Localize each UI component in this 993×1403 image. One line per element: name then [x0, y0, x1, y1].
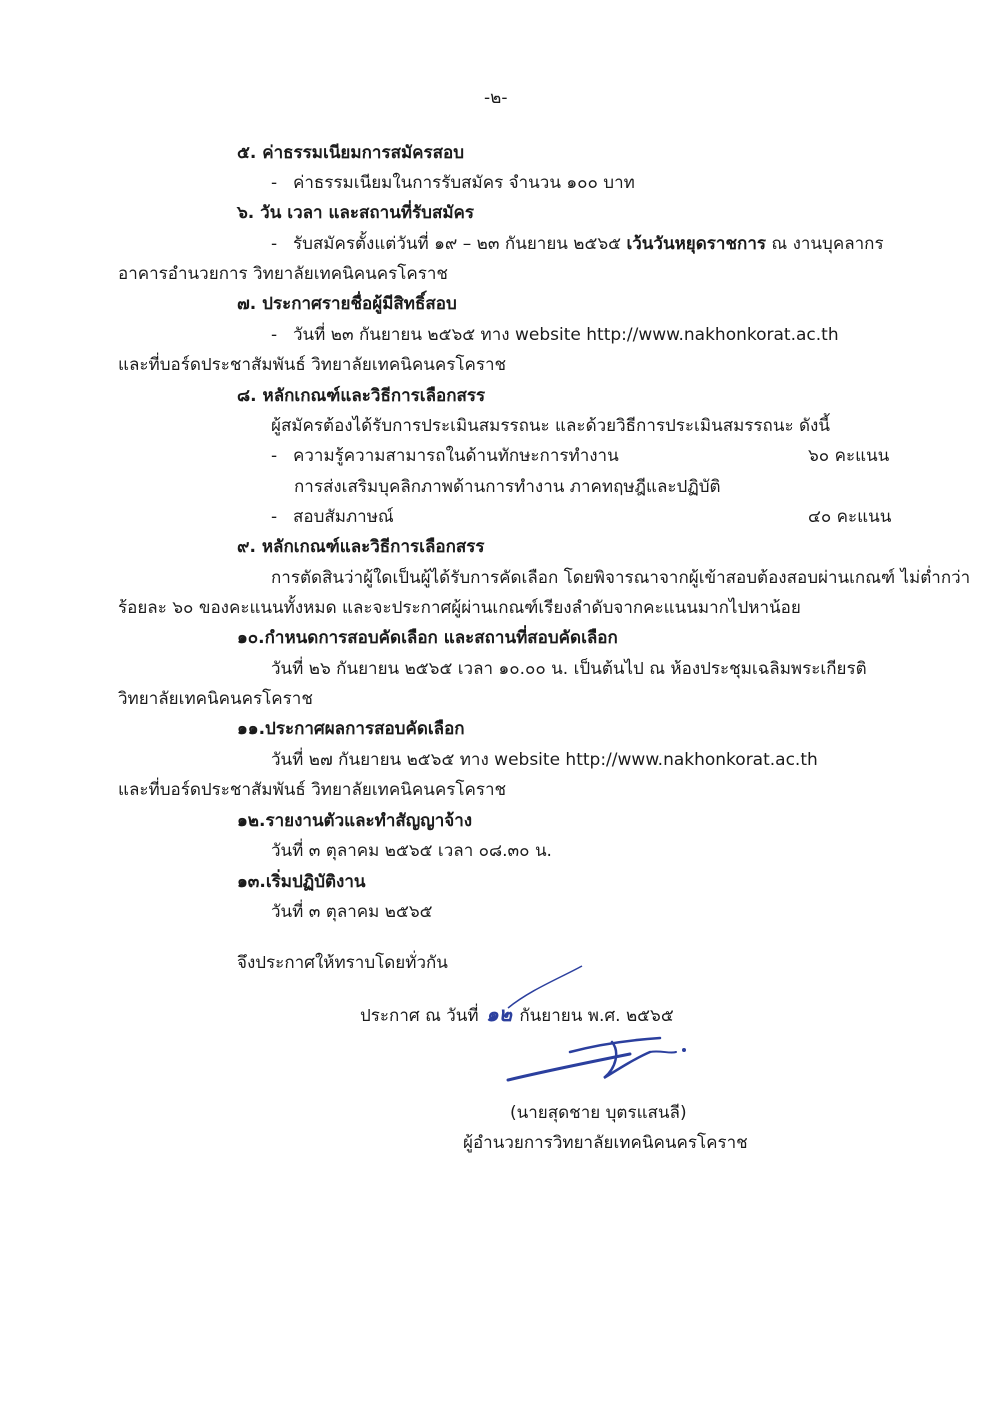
section-12-line-1: วันที่ ๓ ตุลาคม ๒๕๖๕ เวลา ๐๘.๓๐ น.: [271, 841, 552, 861]
section-7-line-1: [271, 323, 839, 347]
bullet-dash: -: [271, 234, 278, 254]
section-10-line-1: วันที่ ๒๖ กันยายน ๒๕๖๕ เวลา ๑๐.๐๐ น. เป็นต้นไป ณ ห้องประชุมเฉลิมพระเกียรติ: [271, 659, 867, 679]
announce-prefix: ประกาศ ณ วันที่: [360, 1006, 479, 1026]
section-8-item-2-score: ๔๐ คะแนน: [808, 507, 892, 527]
section-8-item-1: [271, 444, 619, 468]
section-11-line-2: และที่บอร์ดประชาสัมพันธ์ วิทยาลัยเทคนิคนครโคราช: [118, 780, 507, 800]
section-8-item-2: [271, 505, 394, 529]
bullet-dash: -: [271, 325, 278, 345]
section-8-item-1-score: ๖๐ คะแนน: [808, 446, 890, 466]
section-6-heading: ๖. วัน เวลา และสถานที่รับสมัคร: [237, 203, 475, 223]
section-11-line-1: วันที่ ๒๗ กันยายน ๒๕๖๕ ทาง website http://www.nakhonkorat.ac.th: [271, 750, 818, 770]
signature-icon: [500, 1030, 710, 1090]
bullet-dash: -: [271, 507, 278, 527]
signer-position: ผู้อำนวยการวิทยาลัยเทคนิคนครโคราช: [463, 1133, 748, 1153]
section-5-line: [271, 171, 635, 195]
section-7-line-2: และที่บอร์ดประชาสัมพันธ์ วิทยาลัยเทคนิคนครโคราช: [118, 355, 507, 375]
section-6-line-1: [271, 232, 884, 256]
section-9-line-2: ร้อยละ ๖๐ ของคะแนนทั้งหมด และจะประกาศผู้ผ่านเกณฑ์เรียงลำดับจากคะแนนมากไปหาน้อย: [118, 598, 801, 618]
section-9-line-1: การตัดสินว่าผู้ใดเป็นผู้ได้รับการคัดเลือก โดยพิจารณาจากผู้เข้าสอบต้องสอบผ่านเกณฑ์ ไม่ต่ำกว่า: [271, 568, 971, 588]
section-7-text: วันที่ ๒๓ กันยายน ๒๕๖๕ ทาง website http://www.nakhonkorat.ac.th: [293, 325, 839, 345]
section-10-heading: ๑๐.กำหนดการสอบคัดเลือก และสถานที่สอบคัดเลือก: [237, 628, 618, 648]
closing-text: จึงประกาศให้ทราบโดยทั่วกัน: [237, 953, 448, 973]
section-12-heading: ๑๒.รายงานตัวและทำสัญญาจ้าง: [237, 811, 473, 831]
bullet-dash: -: [271, 446, 278, 466]
section-6-line-2: อาคารอำนวยการ วิทยาลัยเทคนิคนครโคราช: [118, 264, 448, 284]
section-13-heading: ๑๓.เริ่มปฏิบัติงาน: [237, 872, 366, 892]
section-5-text: ค่าธรรมเนียมในการรับสมัคร จำนวน ๑๐๐ บาท: [293, 173, 635, 193]
section-5-heading: ๕. ค่าธรรมเนียมการสมัครสอบ: [237, 143, 465, 163]
section-8-item-2-text: สอบสัมภาษณ์: [293, 507, 394, 527]
section-10-line-2: วิทยาลัยเทคนิคนครโคราช: [118, 689, 313, 709]
section-8-item-1-text: ความรู้ความสามารถในด้านทักษะการทำงาน: [293, 446, 619, 466]
date-pen-stroke: [470, 960, 600, 1020]
section-6-text-a: รับสมัครตั้งแต่วันที่ ๑๙ – ๒๓ กันยายน ๒๕๖๕: [293, 234, 627, 254]
bullet-dash: -: [271, 173, 278, 193]
section-8-item-1-cont: การส่งเสริมบุคลิกภาพด้านการทำงาน ภาคทฤษฎีและปฏิบัติ: [294, 477, 721, 497]
section-7-heading: ๗. ประกาศรายชื่อผู้มีสิทธิ์สอบ: [237, 294, 457, 314]
section-13-line-1: วันที่ ๓ ตุลาคม ๒๕๖๕: [271, 902, 433, 922]
section-11-heading: ๑๑.ประกาศผลการสอบคัดเลือก: [237, 719, 465, 739]
section-8-intro: ผู้สมัครต้องได้รับการประเมินสมรรถนะ และด้วยวิธีการประเมินสมรรถนะ ดังนี้: [271, 416, 830, 436]
section-6-text-bold: เว้นวันหยุดราชการ: [626, 234, 766, 254]
section-6-text-c: ณ งานบุคลากร: [766, 234, 884, 254]
announce-suffix: กันยายน พ.ศ. ๒๕๖๕: [519, 1006, 674, 1026]
section-9-heading: ๙. หลักเกณฑ์และวิธีการเลือกสรร: [237, 537, 485, 557]
page-number: -๒-: [484, 88, 508, 108]
signer-name: (นายสุดชาย บุตรแสนลี): [510, 1103, 687, 1123]
section-8-heading: ๘. หลักเกณฑ์และวิธีการเลือกสรร: [237, 386, 486, 406]
announce-day-handwritten: ๑๒: [486, 1002, 512, 1026]
